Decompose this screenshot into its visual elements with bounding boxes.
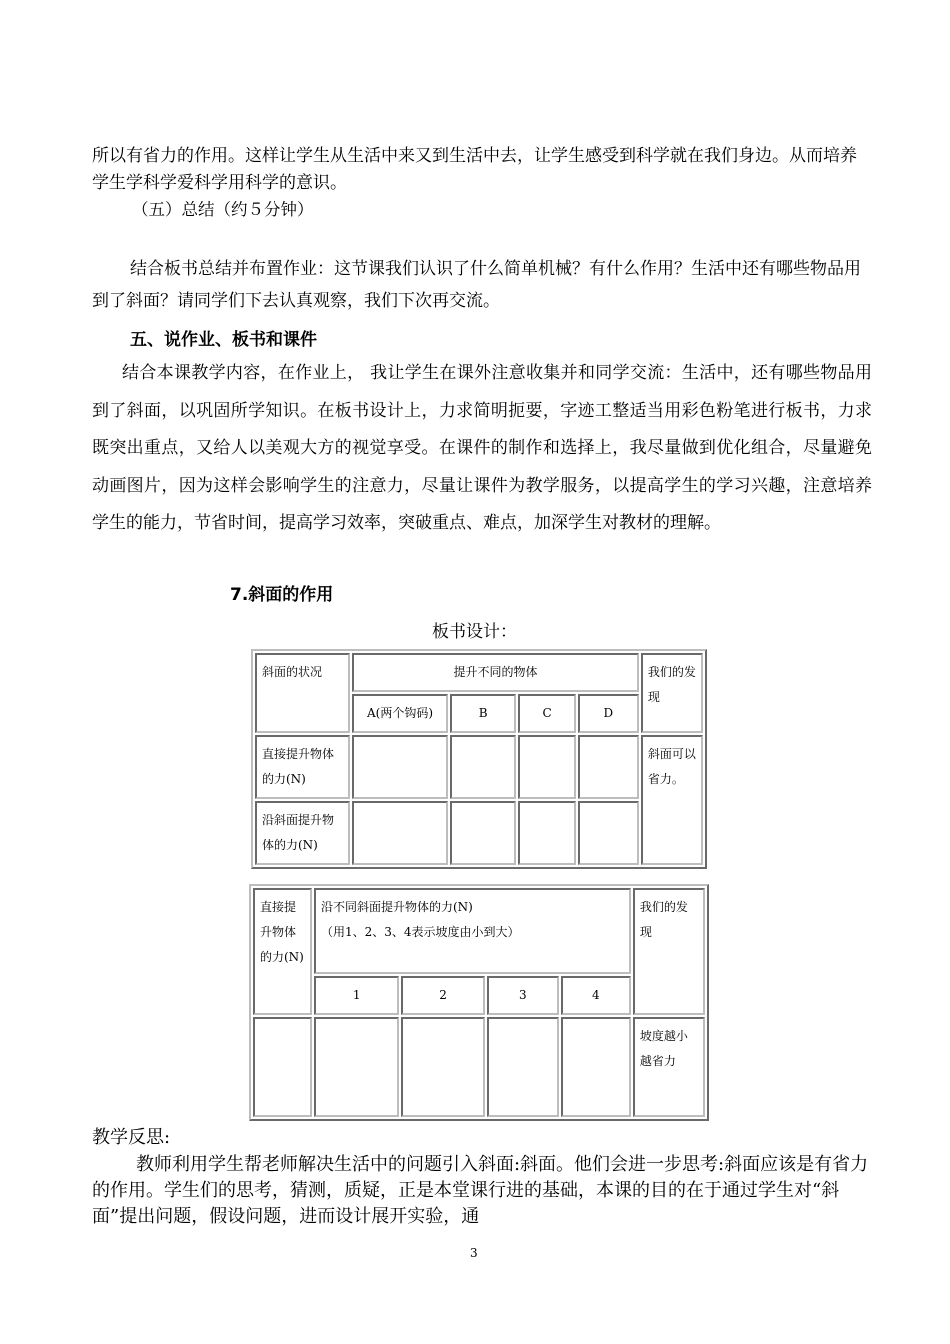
section-five-heading: 五、说作业、板书和课件	[130, 330, 317, 350]
col-c: C	[518, 694, 575, 733]
finding-cell: 斜面可以省力。	[641, 735, 703, 865]
board-design-title: 板书设计：	[432, 622, 517, 642]
paragraph-homework: 结合本课教学内容，在作业上， 我让学生在课外注意收集并和同学交流：生活中，还有哪些物品用到了斜面，以巩固所学知识。在板书设计上，力求简明扼要，字迹工整适当用彩色粉笔进行板书，力求既突出重点，又给人以美观大方的视觉享受。在课件的制作和选择上，我尽量做到优化组合，尽量避免动画图片，因为这样会影响学生的注意力，尽量让课件为教学服务，以提高学生的学习兴趣，注意培养学生的能力，节省时间，提高学习效率，突破重点、难点，加深学生对教材的理解。	[92, 363, 872, 533]
header-slope-lift-line1: 沿不同斜面提升物体的力(N)	[320, 900, 473, 914]
col-4: 4	[561, 976, 631, 1015]
header-lift-objects: 提升不同的物体	[352, 653, 639, 692]
lesson-title: 7.斜面的作用	[230, 585, 334, 605]
table-cell	[578, 735, 639, 799]
table-cell	[450, 735, 517, 799]
section-summary-heading: （五）总结（约５分钟）	[132, 200, 314, 219]
table-cell	[401, 1017, 484, 1117]
col-1: 1	[314, 976, 399, 1015]
col-a: A(两个钩码)	[352, 694, 448, 733]
header-slope-lift-line2: （用1、2、3、4表示坡度由小到大）	[320, 925, 520, 939]
reflection-title: 教学反思:	[92, 1127, 171, 1148]
col-d: D	[578, 694, 639, 733]
table-cell	[450, 801, 517, 865]
page-number: 3	[470, 1246, 478, 1260]
table-cell	[518, 735, 575, 799]
paragraph-intro: 所以有省力的作用。这样让学生从生活中来又到生活中去，让学生感受到科学就在我们身边。从而培养学生学科学爱科学用科学的意识。	[92, 146, 857, 193]
header-our-findings: 我们的发现	[633, 888, 705, 1015]
table-cell	[352, 735, 448, 799]
header-our-findings: 我们的发现	[641, 653, 703, 733]
header-slope-state: 斜面的状况	[255, 653, 350, 733]
col-b: B	[450, 694, 517, 733]
table-cell	[352, 801, 448, 865]
board-table-2	[249, 884, 709, 1121]
table-cell	[253, 1017, 312, 1117]
header-slope-lift	[314, 888, 631, 974]
table-cell	[518, 801, 575, 865]
row-direct-lift: 直接提升物体的力(N)	[255, 735, 350, 799]
header-direct-lift: 直接提升物体的力(N)	[253, 888, 312, 1015]
table-cell	[487, 1017, 559, 1117]
col-3: 3	[487, 976, 559, 1015]
table-cell	[578, 801, 639, 865]
table-cell	[561, 1017, 631, 1117]
row-slope-lift: 沿斜面提升物体的力(N)	[255, 801, 350, 865]
board-table-1	[251, 649, 707, 869]
finding-cell: 坡度越小越省力	[633, 1017, 705, 1117]
reflection-text: 教师利用学生帮老师解决生活中的问题引入斜面:斜面。他们会进一步思考:斜面应该是有省力的作用。学生们的思考，猜测，质疑，正是本堂课行进的基础，本课的目的在于通过学生对“斜面”提出问题，假设问题，进而设计展开实验，通	[92, 1154, 869, 1227]
table-cell	[314, 1017, 399, 1117]
paragraph-summary: 结合板书总结并布置作业：这节课我们认识了什么简单机械？有什么作用？生活中还有哪些物品用到了斜面？请同学们下去认真观察，我们下次再交流。	[92, 259, 861, 311]
col-2: 2	[401, 976, 484, 1015]
